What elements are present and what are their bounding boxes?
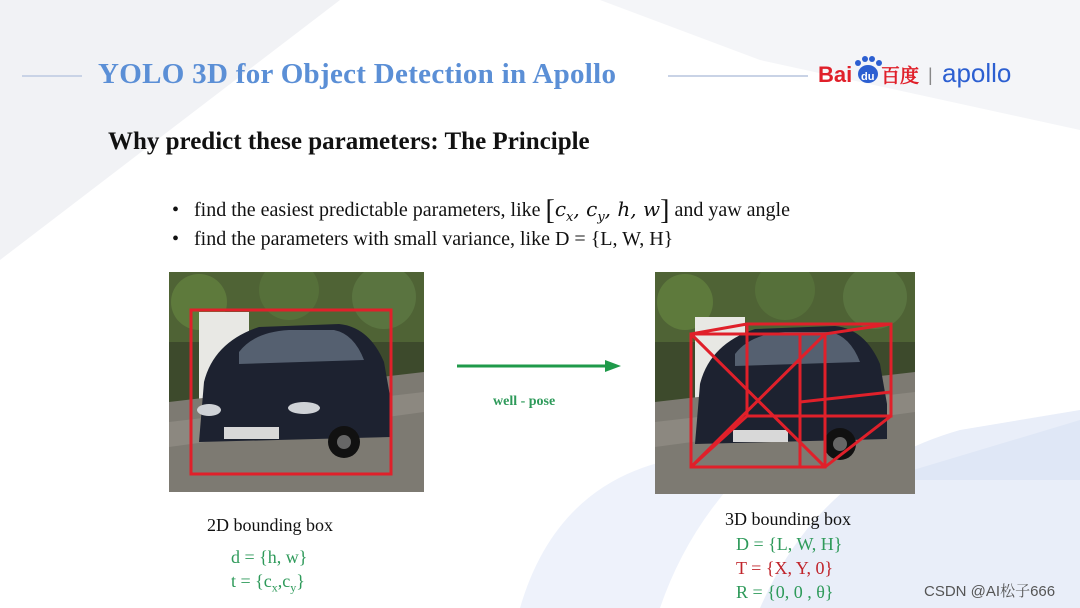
math-open-bracket: [ (545, 195, 555, 226)
logo-apollo-text: apollo (942, 58, 1012, 88)
logo-du-text: du (861, 71, 875, 83)
baidu-apollo-logo (818, 54, 1033, 92)
license-plate (733, 430, 788, 442)
eq-2d-dimensions: d = {h, w} (231, 547, 308, 567)
bullet-1-suffix: and yaw angle (674, 199, 790, 221)
car-photo-3d (655, 272, 915, 494)
transform-arrow (455, 356, 625, 376)
bullet-dot: • (172, 228, 180, 250)
section-heading: Why predict these parameters: The Principle (108, 128, 590, 155)
bullet-2-text: find the parameters with small variance, like D = {L, W, H} (194, 228, 674, 250)
license-plate (224, 427, 279, 439)
bullet-item-1 (172, 194, 790, 224)
arrow-head-icon (605, 360, 621, 372)
bullet-1-prefix: find the easiest predictable parameters, like (194, 199, 541, 221)
slide-title: YOLO 3D for Object Detection in Apollo (98, 58, 617, 90)
eq-2d-center: $t = \{c_x,c_y\}$ (231, 571, 305, 595)
baidu-paw-icon (855, 56, 882, 83)
header-rule-left (22, 75, 82, 77)
car-photo-2d (169, 272, 424, 492)
logo-baidu-text: Bai (818, 62, 853, 87)
arrow-label: well - pose (493, 394, 556, 409)
caption-3d-box: 3D bounding box (725, 509, 851, 529)
bullet-dot: • (172, 199, 180, 221)
bullet-item-2 (172, 224, 790, 254)
eq-3d-rotation: R = {0, 0 , θ} (736, 582, 834, 602)
eq-3d-translation: T = {X, Y, 0} (736, 558, 834, 578)
logo-separator: | (928, 65, 933, 85)
logo-cn-text: 百度 (881, 65, 920, 87)
bullet-list (172, 194, 790, 254)
caption-2d-box: 2D bounding box (207, 515, 333, 535)
eq-3d-dimensions: D = {L, W, H} (736, 534, 843, 554)
header-rule-right (668, 75, 808, 77)
math-close-bracket: ] (660, 195, 670, 226)
bullet-1-math: $c_x$, $c_y$, h, w (554, 197, 661, 225)
csdn-watermark: CSDN @AI松子666 (924, 583, 1056, 600)
